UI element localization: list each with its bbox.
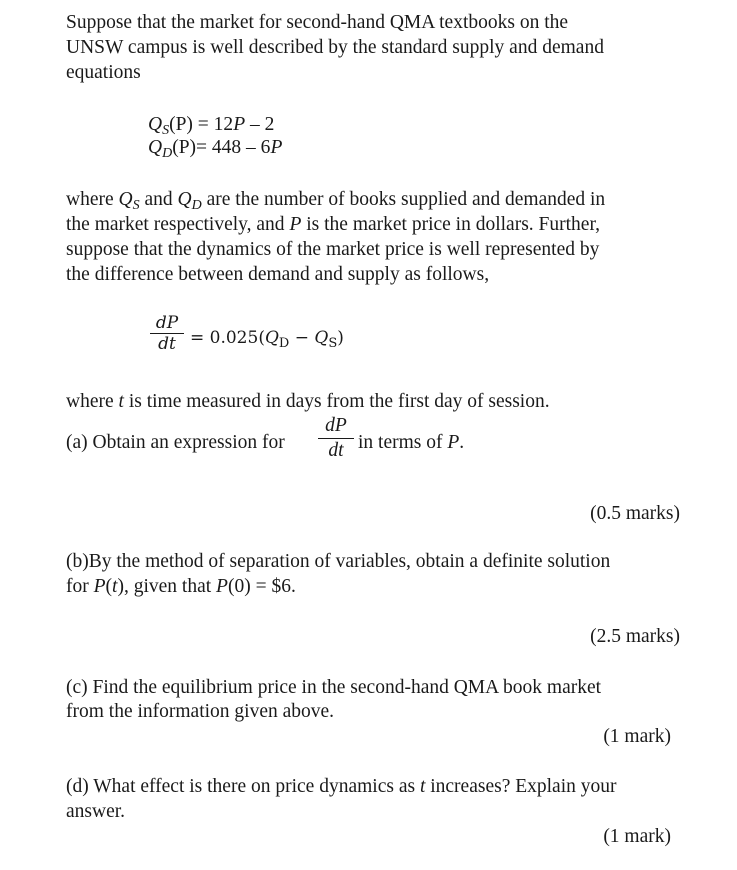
part-c-line-2: from the information given above. [66, 701, 335, 722]
ode-rhs: = $0.025(Q_D - Q_S)$ [190, 328, 344, 351]
part-a-marks: (0.5 marks) [590, 503, 680, 524]
part-b-line-1: (b)By the method of separation of variables, obtain a definite solution [66, 551, 611, 572]
description-line-2: the market respectively, and P is the market price in dollars. Further, [66, 214, 601, 235]
intro-line-1: Suppose that the market for second-hand QMA textbooks on the [66, 12, 569, 33]
part-a-question: (a) Obtain an expression for [66, 432, 285, 453]
intro-line-2: UNSW campus is well described by the standard supply and demand [66, 37, 604, 58]
part-b-line-2: for P(t), given that P(0) = $6. [66, 576, 296, 597]
part-d-line-1: (d) What effect is there on price dynamics as t increases? Explain your [66, 776, 617, 797]
demand-equation: $Q_D(P)= 448 - 6P$ [148, 137, 283, 161]
part-d-marks: (1 mark) [603, 826, 671, 847]
part-d-line-2: answer. [66, 801, 126, 822]
part-c-line-1: (c) Find the equilibrium price in the second-hand QMA book market [66, 677, 602, 698]
part-a-fraction: dP dt [318, 414, 354, 463]
part-c-marks: (1 mark) [603, 726, 671, 747]
part-a-suffix: in terms of P. [358, 432, 465, 453]
intro-line-3: equations [66, 62, 141, 83]
description-line-1: where $Q_S$ and $Q_D$ are the number of books supplied and demanded in [66, 189, 606, 213]
description-line-4: the difference between demand and supply as follows, [66, 264, 490, 285]
ode-fraction: dP dt [150, 313, 184, 354]
description-line-3: suppose that the dynamics of the market price is well represented by [66, 239, 600, 260]
time-note: where t is time measured in days from the first day of session. [66, 391, 550, 412]
supply-equation: $Q_S(P) = 12P - 2$ [148, 114, 275, 138]
part-b-marks: (2.5 marks) [590, 626, 680, 647]
